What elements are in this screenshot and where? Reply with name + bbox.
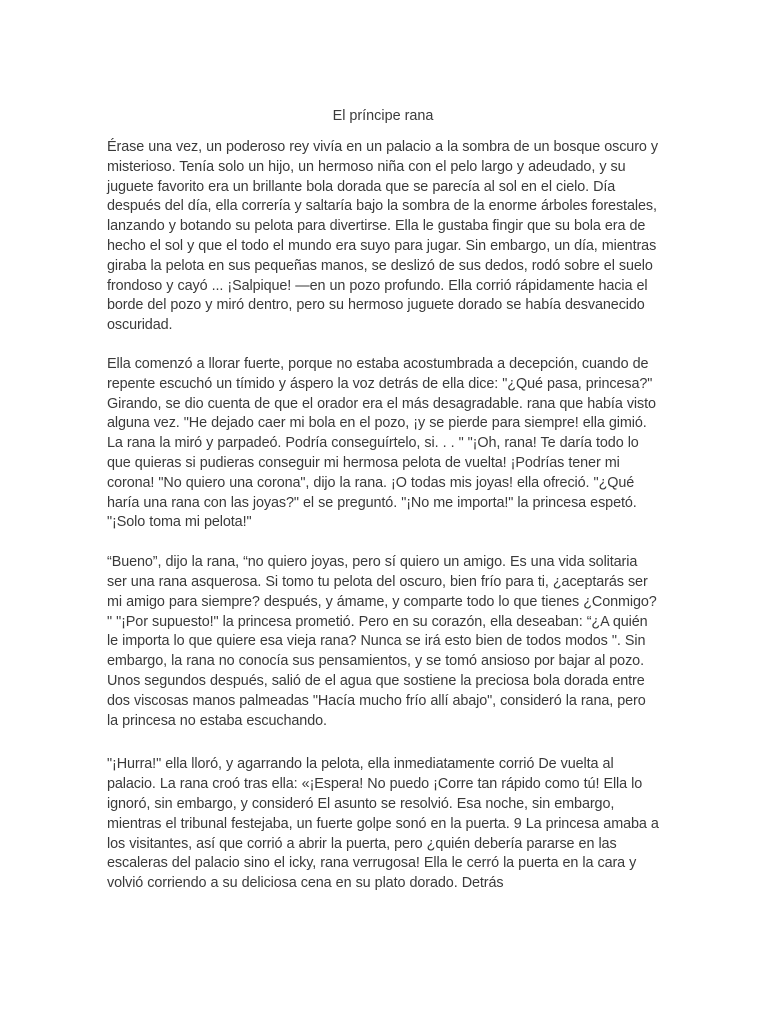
paragraph-4: "¡Hurra!" ella lloró, y agarrando la pelota, ella inmediatamente corrió De vuelta al palacio. La rana croó tras ella: «¡Espera! No puedo ¡Corre tan rápido como tú! Ella lo ignoró, sin embargo, y consideró El asunto se resolvió. Esa noche, sin embargo, mientras el tribunal festejaba, un fuerte golpe sonó en la puerta. 9 La princesa amaba a los visitantes, así que corrió a abrir la puerta, pero ¿quién debería pararse en las escaleras del palacio sino el icky, rana verrugosa! Ella le cerró la puerta en la cara y volvió corriendo a su deliciosa cena en su plato dorado. Detrás xyxy=(107,756,659,892)
paragraph-gap xyxy=(107,336,659,355)
document-title: El príncipe rana xyxy=(332,108,434,124)
paragraph-gap xyxy=(107,533,659,553)
paragraph-1: Érase una vez, un poderoso rey vivía en un palacio a la sombra de un bosque oscuro y misterioso. Tenía solo un hijo, un hermoso niña con el pelo largo y adeudado, y su juguete favorito era un brillante bola dorada que se parecía al sol en el cielo. Día después del día, ella correría y saltaría bajo la sombra de la enorme árboles forestales, lanzando y botando su pelota para divertirse. Ella le gustaba fingir que su bola era de hecho el sol y que el todo el mundo era suyo para jugar. Sin embargo, un día, mientras giraba la pelota en sus pequeñas manos, se deslizó de sus dedos, rodó sobre el suelo frondoso y cayó ... ¡Salpique! —en un pozo profundo. Ella corrió rápidamente hacia el borde del pozo y miró dentro, pero su hermoso juguete dorado se había desvanecido oscuridad. xyxy=(107,139,658,334)
document-page xyxy=(107,106,659,894)
paragraph-3: “Bueno”, dijo la rana, “no quiero joyas, pero sí quiero un amigo. Es una vida solitaria ser una rana asquerosa. Si tomo tu pelota del oscuro, bien frío para ti, ¿aceptarás ser mi amigo para siempre? después, y ámame, y comparte todo lo que tienes ¿Conmigo? " "¡Por supuesto!" la princesa prometió. Pero en su corazón, ella deseaban: “¿A quién le importa lo que quiere esa vieja rana? Nunca se irá esto bien de todos modos ". Sin embargo, la rana no conocía sus pensamientos, y se tomó ansioso por bajar al pozo. Unos segundos después, salió de el agua que sostiene la preciosa bola dorada entre dos viscosas manos palmeadas "Hacía mucho frío allí abajo", consideró la rana, pero la princesa no estaba escuchando. xyxy=(107,554,657,729)
paragraph-gap xyxy=(107,731,659,755)
paragraph-2: Ella comenzó a llorar fuerte, porque no estaba acostumbrada a decepción, cuando de repente escuchó un tímido y áspero la voz detrás de ella dice: "¿Qué pasa, princesa?" Girando, se dio cuenta de que el orador era el más desagradable. rana que había visto alguna vez. "He dejado caer mi bola en el pozo, ¡y se pierde para siempre! ella gimió. La rana la miró y parpadeó. Podría conseguírtelo, si. . . " "¡Oh, rana! Te daría todo lo que quieras si pudieras conseguir mi hermosa pelota de vuelta! ¡Podrías tener mi corona! "No quiero una corona", dijo la rana. ¡O todas mis joyas! ella ofreció. "¿Qué haría una rana con las joyas?" el se preguntó. "¡No me importa!" la princesa espetó. "¡Solo toma mi pelota!" xyxy=(107,355,656,531)
